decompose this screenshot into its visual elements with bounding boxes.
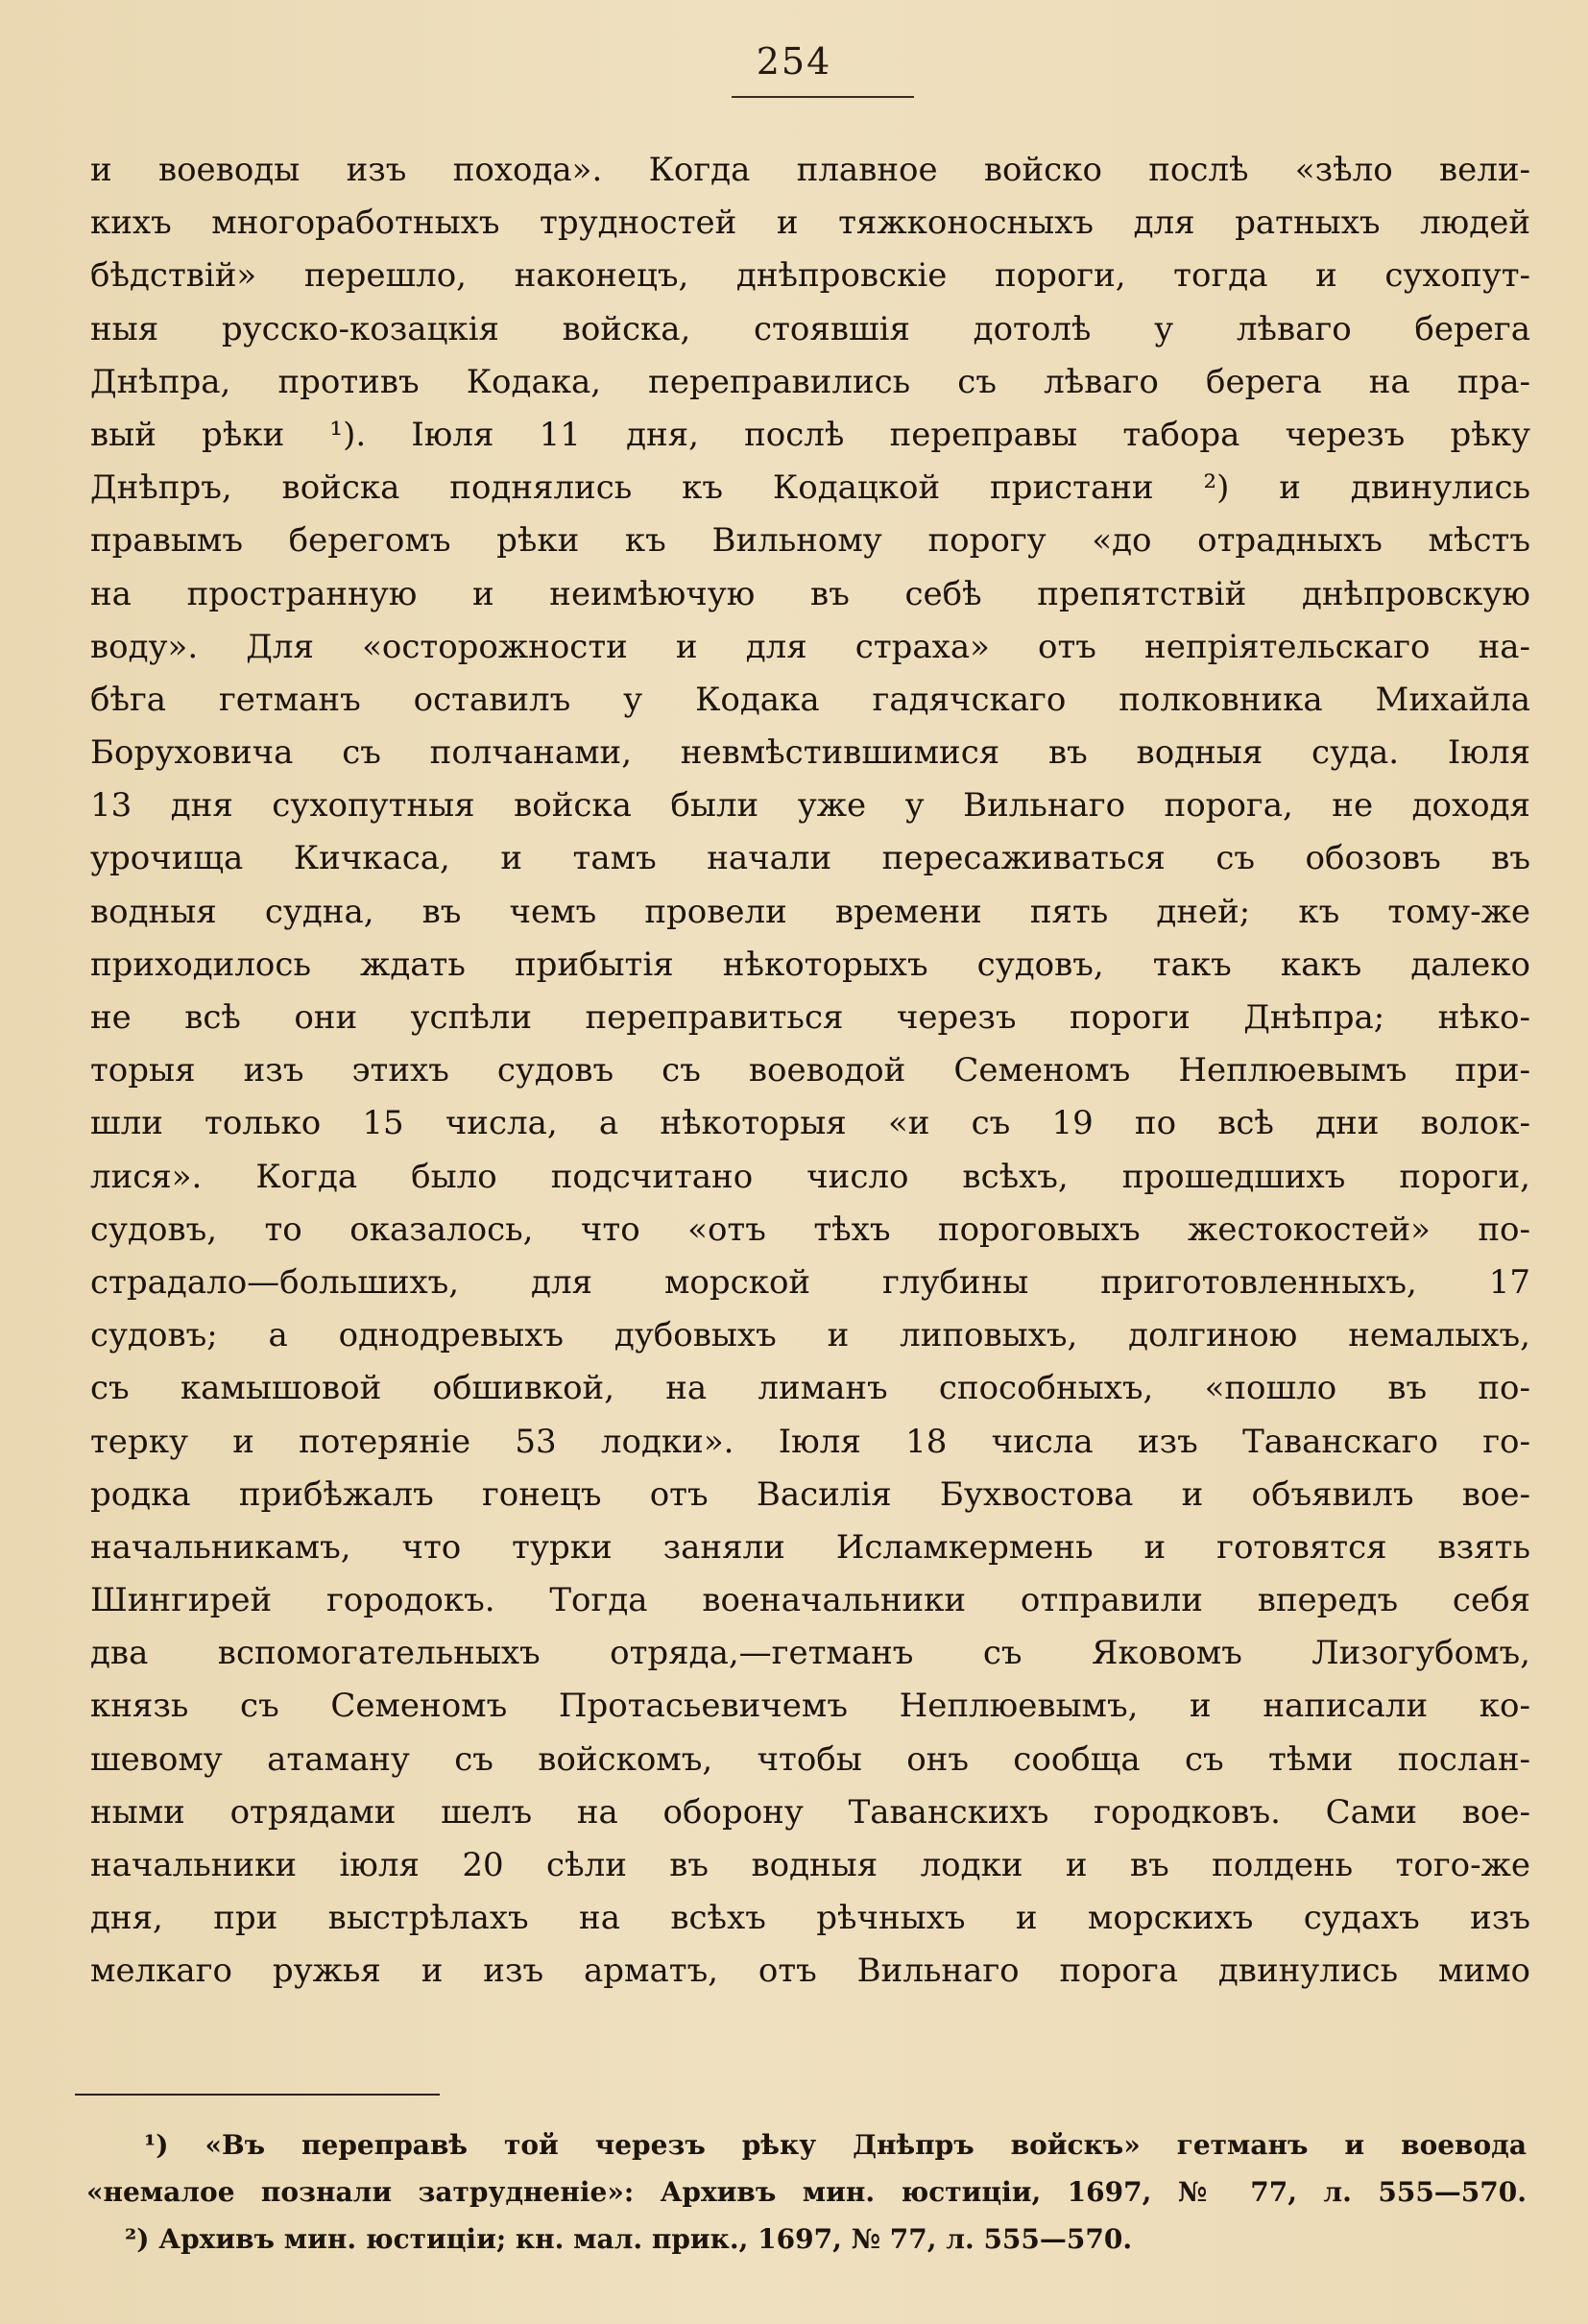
- text-line: Днѣпръ, войска поднялись къ Кодацкой пристани ²) и двинулись: [90, 468, 1530, 508]
- text-line: шевому атаману съ войскомъ, чтобы онъ сообща съ тѣми послан-: [90, 1739, 1530, 1779]
- text-line: терку и потеряніе 53 лодки». Іюля 18 числа изъ Таванскаго го-: [90, 1422, 1530, 1461]
- text-line: два вспомогательныхъ отряда,—гетманъ съ Яковомъ Лизогубомъ,: [90, 1634, 1530, 1673]
- text-line: ныя русско-козацкія войска, стоявшія дотолѣ у лѣваго берега: [90, 309, 1530, 348]
- text-line: воду». Для «осторожности и для страха» отъ непріятельскаго на-: [90, 627, 1530, 666]
- text-line: кихъ многоработныхъ трудностей и тяжконосныхъ для ратныхъ людей: [90, 204, 1530, 243]
- text-line: ными отрядами шелъ на оборону Таванскихъ городковъ. Сами вое-: [90, 1792, 1530, 1832]
- footnotes: [86, 2121, 1527, 2263]
- text-line: водныя судна, въ чемъ провели времени пять дней; къ тому-же: [90, 892, 1530, 931]
- text-line: Боруховича съ полчанами, невмѣстившимися въ водныя суда. Іюля: [90, 733, 1530, 773]
- page-number: 254: [756, 40, 832, 83]
- text-line: урочища Кичкаса, и тамъ начали пересаживаться съ обозовъ въ: [90, 839, 1530, 878]
- text-line: Шингирей городокъ. Тогда военачальники отправили впередъ себя: [90, 1581, 1530, 1620]
- text-line: бѣдствій» перешло, наконецъ, днѣпровскіе пороги, тогда и сухопут-: [90, 256, 1530, 296]
- text-line: судовъ, то оказалось, что «отъ тѣхъ пороговыхъ жестокостей» по-: [90, 1210, 1530, 1249]
- text-line: Днѣпра, противъ Кодака, переправились съ лѣваго берега на пра-: [90, 362, 1530, 401]
- footnote-line: ²) Архивъ мин. юстиціи; кн. мал. прик., 1697, № 77, л. 555—570.: [125, 2223, 1133, 2255]
- text-line: на пространную и неимѣючую въ себѣ препятствій днѣпровскую: [90, 574, 1530, 613]
- text-line: и воеводы изъ похода». Когда плавное войско послѣ «зѣло вели-: [90, 151, 1530, 189]
- footnote-divider: [75, 2094, 440, 2096]
- main-text: [90, 144, 1530, 1999]
- footnote-line: «немалое познали затрудненіе»: Архивъ мин. юстиціи, 1697, № 77, л. 555—570.: [86, 2176, 1527, 2208]
- text-line: начальникамъ, что турки заняли Исламкермень и готовятся взять: [90, 1527, 1530, 1567]
- text-line: приходилось ждать прибытія нѣкоторыхъ судовъ, такъ какъ далеко: [90, 945, 1530, 984]
- text-line: вый рѣки ¹). Іюля 11 дня, послѣ переправы табора черезъ рѣку: [90, 415, 1530, 454]
- text-line: начальники іюля 20 сѣли въ водныя лодки и въ полдень того-же: [90, 1846, 1530, 1884]
- text-line: правымъ берегомъ рѣки къ Вильному порогу «до отрадныхъ мѣстъ: [90, 521, 1530, 561]
- text-line: съ камышовой обшивкой, на лиманъ способныхъ, «пошло въ по-: [90, 1369, 1530, 1408]
- text-line: страдало—большихъ, для морской глубины приготовленныхъ, 17: [90, 1262, 1530, 1302]
- text-line: лися». Когда было подсчитано число всѣхъ, прошедшихъ пороги,: [90, 1157, 1530, 1196]
- footnote-line: ¹) «Въ переправѣ той черезъ рѣку Днѣпръ войскъ» гетманъ и воевода: [144, 2129, 1527, 2161]
- text-line: не всѣ они успѣли переправиться черезъ пороги Днѣпра; нѣко-: [90, 998, 1530, 1037]
- text-line: князь съ Семеномъ Протасьевичемъ Неплюевымъ, и написали ко-: [90, 1687, 1530, 1726]
- text-line: дня, при выстрѣлахъ на всѣхъ рѣчныхъ и морскихъ судахъ изъ: [90, 1899, 1530, 1938]
- text-line: судовъ; а однодревыхъ дубовыхъ и липовыхъ, долгиною немалыхъ,: [90, 1316, 1530, 1355]
- text-line: мелкаго ружья и изъ арматъ, отъ Вильнаго порога двинулись мимо: [90, 1952, 1530, 1991]
- text-line: 13 дня сухопутныя войска были уже у Вильнаго порога, не доходя: [90, 786, 1530, 826]
- header-rule: [732, 96, 914, 98]
- text-line: родка прибѣжалъ гонецъ отъ Василія Бухвостова и объявилъ вое-: [90, 1474, 1530, 1514]
- text-line: бѣга гетманъ оставилъ у Кодака гадячскаго полковника Михайла: [90, 680, 1530, 719]
- text-line: шли только 15 числа, а нѣкоторыя «и съ 19 по всѣ дни волок-: [90, 1104, 1530, 1143]
- text-line: торыя изъ этихъ судовъ съ воеводой Семеномъ Неплюевымъ при-: [90, 1051, 1530, 1090]
